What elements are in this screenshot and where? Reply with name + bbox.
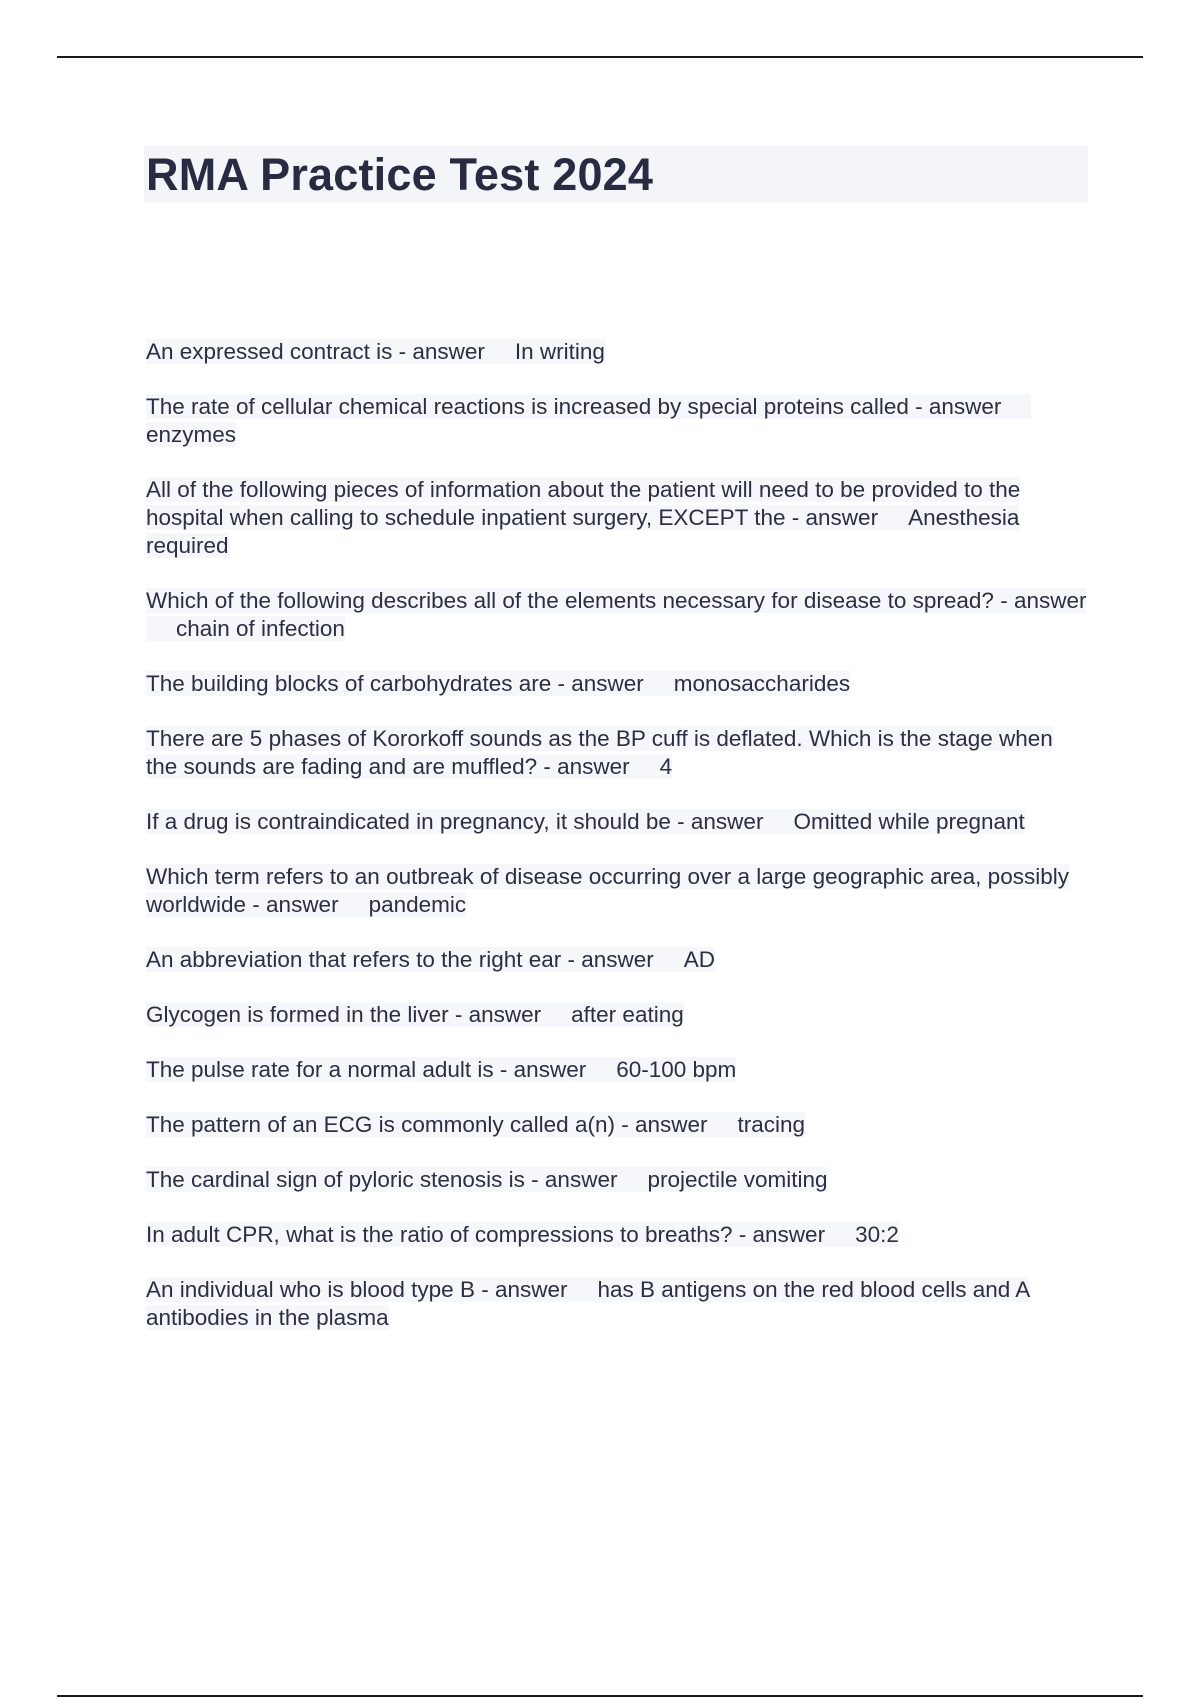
bottom-rule xyxy=(57,1695,1143,1697)
answer-text: 4 xyxy=(659,754,673,779)
question-text: The building blocks of carbohydrates are - answer xyxy=(146,671,644,696)
qa-item xyxy=(146,946,1090,974)
qa-item xyxy=(146,1056,1090,1084)
answer-text: chain of infection xyxy=(176,616,345,641)
qa-item xyxy=(146,808,1090,836)
question-text: An expressed contract is - answer xyxy=(146,339,485,364)
qa-item xyxy=(146,587,1090,643)
top-rule xyxy=(57,56,1143,58)
question-text: An abbreviation that refers to the right ear - answer xyxy=(146,947,654,972)
answer-text: monosaccharides xyxy=(673,671,851,696)
answer-text: enzymes xyxy=(146,422,237,447)
question-text: If a drug is contraindicated in pregnancy, it should be - answer xyxy=(146,809,764,834)
answer-text: after eating xyxy=(571,1002,684,1027)
question-text: The cardinal sign of pyloric stenosis is - answer xyxy=(146,1167,618,1192)
qa-item xyxy=(146,1166,1090,1194)
answer-text: 30:2 xyxy=(855,1222,899,1247)
qa-item xyxy=(146,1111,1090,1139)
qa-list xyxy=(146,338,1090,1359)
qa-item xyxy=(146,1001,1090,1029)
answer-text: In writing xyxy=(514,339,605,364)
answer-text: tracing xyxy=(737,1112,806,1137)
qa-item xyxy=(146,476,1090,560)
qa-item xyxy=(146,863,1090,919)
answer-text: Omitted while pregnant xyxy=(793,809,1025,834)
answer-text: projectile vomiting xyxy=(647,1167,828,1192)
question-text: Which of the following describes all of the elements necessary for disease to spread? - answer xyxy=(146,588,1087,613)
document-title: RMA Practice Test 2024 xyxy=(146,149,654,200)
question-text: In adult CPR, what is the ratio of compressions to breaths? - answer xyxy=(146,1222,826,1247)
qa-item xyxy=(146,725,1090,781)
answer-text: pandemic xyxy=(368,892,467,917)
question-text: There are 5 phases of Kororkoff sounds as the BP cuff is deflated. Which is the stage when the sounds are fading and are muffled? - answer xyxy=(146,726,1053,779)
qa-item xyxy=(146,670,1090,698)
question-text: Which term refers to an outbreak of disease occurring over a large geographic area, possibly worldwide - answer xyxy=(146,864,1069,917)
qa-item xyxy=(146,393,1090,449)
question-text: The pattern of an ECG is commonly called a(n) - answer xyxy=(146,1112,708,1137)
answer-text: AD xyxy=(683,947,716,972)
question-text: The rate of cellular chemical reactions is increased by special proteins called - answer xyxy=(146,394,1002,419)
question-text: Glycogen is formed in the liver - answer xyxy=(146,1002,542,1027)
qa-item xyxy=(146,338,1090,366)
answer-text: Anesthesia required xyxy=(146,505,1020,558)
question-text: The pulse rate for a normal adult is - answer xyxy=(146,1057,587,1082)
answer-text: has B antigens on the red blood cells and A antibodies in the plasma xyxy=(146,1277,1030,1330)
answer-text: 60-100 bpm xyxy=(616,1057,737,1082)
qa-item xyxy=(146,1276,1090,1332)
qa-item xyxy=(146,1221,1090,1249)
question-text: An individual who is blood type B - answer xyxy=(146,1277,568,1302)
question-text: All of the following pieces of information about the patient will need to be provided to the hospital when calling to schedule inpatient surgery, EXCEPT the - answer xyxy=(146,477,1021,530)
